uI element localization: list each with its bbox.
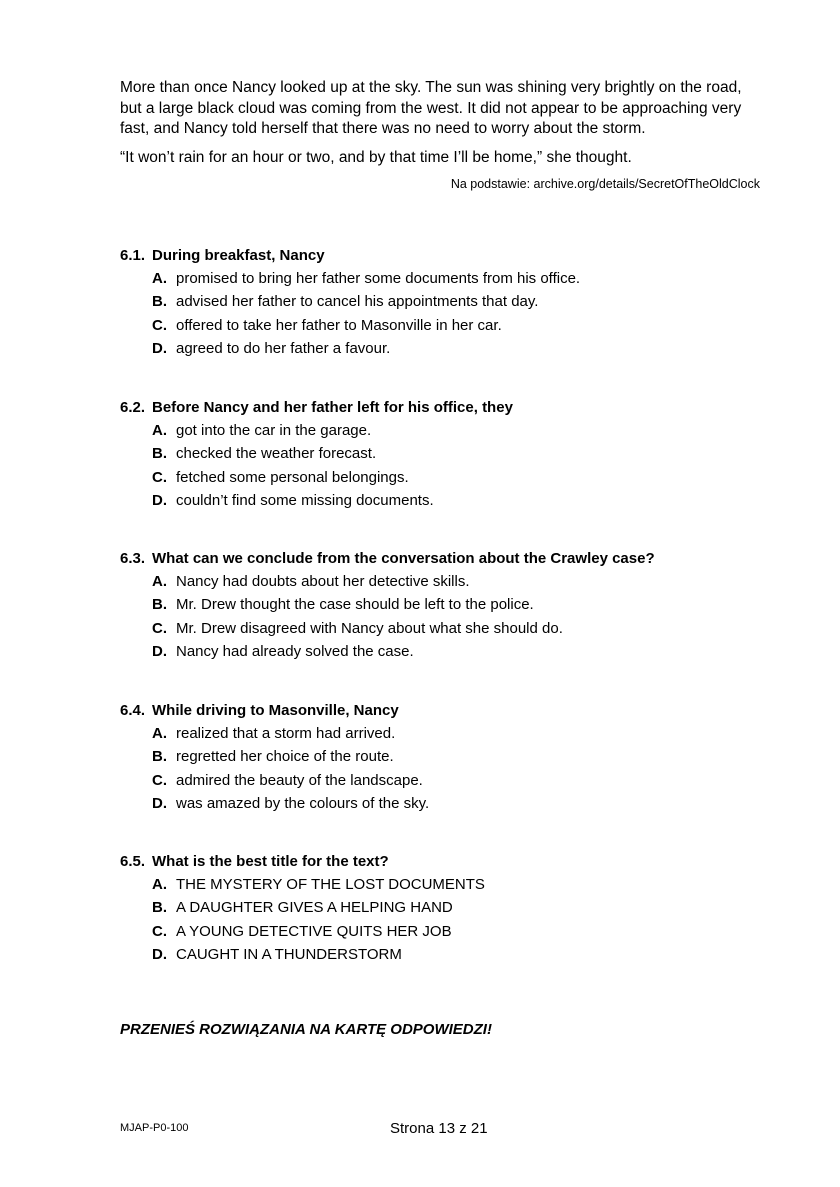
passage-paragraph: More than once Nancy looked up at the sky. The sun was shining very brightly on the road, but a large black cloud was coming from the west. It did not appear to be approaching very fast, and Nancy told herself that there was no need to worry about the storm.	[120, 79, 742, 137]
answer-option-a[interactable]	[120, 419, 760, 442]
option-text: admired the beauty of the landscape.	[176, 771, 423, 789]
answer-option-b[interactable]	[120, 745, 760, 768]
exam-code: MJAP-P0-100	[120, 1122, 189, 1134]
option-text: A YOUNG DETECTIVE QUITS HER JOB	[176, 922, 452, 940]
question-6-3	[120, 548, 760, 663]
question-text: What is the best title for the text?	[152, 853, 389, 870]
answer-option-c[interactable]	[120, 314, 760, 337]
option-text: A DAUGHTER GIVES A HELPING HAND	[176, 899, 453, 917]
option-text: agreed to do her father a favour.	[176, 339, 391, 357]
answer-option-a[interactable]	[120, 873, 760, 896]
answer-option-d[interactable]	[120, 792, 760, 815]
option-letter: C.	[152, 922, 167, 940]
answer-option-c[interactable]	[120, 769, 760, 792]
option-letter: A.	[152, 876, 167, 893]
answer-option-a[interactable]	[120, 267, 760, 290]
option-letter: C.	[152, 771, 167, 789]
option-letter: C.	[152, 468, 167, 486]
option-letter: C.	[152, 619, 167, 637]
option-letter: C.	[152, 316, 167, 334]
option-letter: D.	[152, 642, 167, 660]
option-text: fetched some personal belongings.	[176, 468, 409, 486]
option-text: promised to bring her father some documents from his office.	[176, 270, 581, 287]
option-letter: B.	[152, 293, 167, 311]
option-text: Mr. Drew disagreed with Nancy about what she should do.	[176, 619, 563, 637]
answer-option-c[interactable]	[120, 920, 760, 943]
answer-option-c[interactable]	[120, 466, 760, 489]
option-text: Mr. Drew thought the case should be left to the police.	[176, 596, 534, 614]
option-letter: B.	[152, 445, 167, 463]
question-text: While driving to Masonville, Nancy	[152, 702, 399, 719]
answer-option-b[interactable]	[120, 290, 760, 313]
question-heading	[120, 851, 760, 873]
question-6-4	[120, 700, 760, 815]
answer-option-b[interactable]	[120, 593, 760, 616]
option-text: regretted her choice of the route.	[176, 748, 394, 766]
option-letter: B.	[152, 899, 167, 917]
question-number: 6.3.	[120, 550, 146, 567]
answer-option-d[interactable]	[120, 489, 760, 512]
option-letter: D.	[152, 794, 167, 812]
answer-option-a[interactable]	[120, 570, 760, 593]
option-text: couldn’t find some missing documents.	[176, 491, 434, 509]
source-citation: Na podstawie: archive.org/details/SecretOfTheOldClock	[450, 177, 760, 191]
question-6-5	[120, 851, 760, 966]
option-letter: A.	[152, 573, 167, 590]
question-number: 6.2.	[120, 399, 146, 416]
question-6-2	[120, 397, 760, 512]
question-number: 6.4.	[120, 702, 146, 719]
option-letter: A.	[152, 725, 167, 742]
question-6-1	[120, 245, 760, 360]
answer-option-c[interactable]	[120, 617, 760, 640]
answer-option-d[interactable]	[120, 640, 760, 663]
option-text: Nancy had doubts about her detective skills.	[176, 573, 470, 590]
option-letter: D.	[152, 491, 167, 509]
question-heading	[120, 245, 760, 267]
option-letter: D.	[152, 945, 167, 963]
option-letter: B.	[152, 748, 167, 766]
transfer-instruction: PRZENIEŚ ROZWIĄZANIA NA KARTĘ ODPOWIEDZI!	[120, 1021, 492, 1038]
answer-option-d[interactable]	[120, 943, 760, 966]
option-text: realized that a storm had arrived.	[176, 725, 396, 742]
question-heading	[120, 548, 760, 570]
question-number: 6.1.	[120, 247, 146, 264]
option-text: checked the weather forecast.	[176, 445, 377, 463]
option-text: THE MYSTERY OF THE LOST DOCUMENTS	[176, 876, 485, 893]
option-letter: A.	[152, 422, 167, 439]
option-text: advised her father to cancel his appointments that day.	[176, 293, 539, 311]
question-text: Before Nancy and her father left for his office, they	[152, 399, 513, 416]
option-text: CAUGHT IN A THUNDERSTORM	[176, 945, 402, 963]
passage-quote: “It won’t rain for an hour or two, and by that time I’ll be home,” she thought.	[120, 149, 632, 166]
question-text: During breakfast, Nancy	[152, 247, 325, 264]
answer-option-a[interactable]	[120, 722, 760, 745]
question-number: 6.5.	[120, 853, 146, 870]
question-heading	[120, 700, 760, 722]
page-number: Strona 13 z 21	[390, 1120, 488, 1137]
answer-option-d[interactable]	[120, 337, 760, 360]
option-text: Nancy had already solved the case.	[176, 642, 414, 660]
option-text: got into the car in the garage.	[176, 422, 372, 439]
option-letter: B.	[152, 596, 167, 614]
option-letter: A.	[152, 270, 167, 287]
option-letter: D.	[152, 339, 167, 357]
option-text: offered to take her father to Masonville in her car.	[176, 316, 502, 334]
question-heading	[120, 397, 760, 419]
question-text: What can we conclude from the conversation about the Crawley case?	[152, 550, 655, 567]
answer-option-b[interactable]	[120, 442, 760, 465]
option-text: was amazed by the colours of the sky.	[176, 794, 430, 812]
answer-option-b[interactable]	[120, 896, 760, 919]
